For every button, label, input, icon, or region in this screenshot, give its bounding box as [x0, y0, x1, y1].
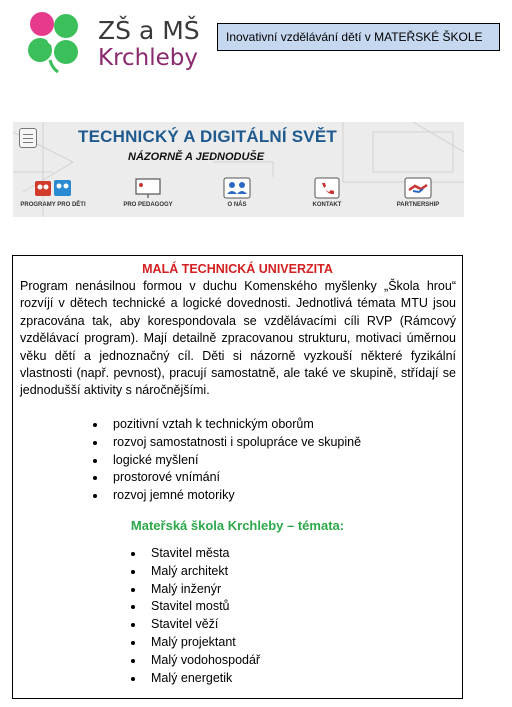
banner — [13, 122, 464, 217]
nav-label: KONTAKT — [312, 202, 342, 208]
phone-icon — [312, 177, 342, 199]
people-icon — [222, 177, 252, 199]
nav-o-nas[interactable] — [197, 177, 277, 215]
bullet-icon — [93, 423, 97, 427]
presentation-icon — [133, 177, 163, 199]
bullet-icon — [131, 641, 135, 645]
flower-logo-icon — [22, 10, 86, 74]
list-item: rozvoj samostatnosti i spolupráce ve skupině — [91, 434, 361, 452]
list-item: pozitivní vztah k technickým oborům — [91, 416, 361, 434]
bullet-icon — [93, 459, 97, 463]
header-info-box: Inovativní vzdělávání dětí v MATEŘSKÉ ŠKOLE — [217, 23, 500, 51]
list-item: Malý vodohospodář — [129, 652, 260, 670]
list-item: Malý inženýr — [129, 581, 260, 599]
list-item: prostorové vnímání — [91, 469, 361, 487]
bullet-icon — [131, 623, 135, 627]
list-item: Malý architekt — [129, 563, 260, 581]
list-item: rozvoj jemné motoriky — [91, 487, 361, 505]
nav-label: O NÁS — [227, 202, 247, 208]
robots-icon — [33, 177, 73, 199]
handshake-icon — [403, 177, 433, 199]
nav-label: PRO PEDAGOGY — [123, 202, 173, 208]
bullet-icon — [131, 677, 135, 681]
bullet-icon — [93, 476, 97, 480]
banner-title: TECHNICKÝ A DIGITÁLNÍ SVĚT — [78, 127, 337, 146]
topics-list — [129, 545, 260, 687]
bullet-icon — [93, 494, 97, 498]
list-item: Malý projektant — [129, 634, 260, 652]
content-box — [12, 255, 463, 699]
bullet-icon — [131, 605, 135, 609]
section-title: MALÁ TECHNICKÁ UNIVERZITA — [142, 262, 333, 276]
nav-programy-pro-deti[interactable] — [13, 177, 93, 215]
logo-line1: ZŠ a MŠ — [98, 16, 200, 45]
topics-heading: Mateřská škola Krchleby – témata: — [130, 518, 345, 533]
nav-label: PARTNERSHIP — [396, 202, 440, 208]
bullet-icon — [93, 441, 97, 445]
bullet-icon — [131, 570, 135, 574]
list-item: Stavitel mostů — [129, 598, 260, 616]
list-item: Malý energetik — [129, 670, 260, 688]
nav-label: PROGRAMY PRO DĚTI — [20, 202, 86, 208]
bullet-icon — [131, 552, 135, 556]
list-item: Stavitel města — [129, 545, 260, 563]
bullet-icon — [131, 659, 135, 663]
menu-icon[interactable] — [19, 128, 37, 148]
banner-subtitle: NÁZORNĚ A JEDNODUŠE — [128, 151, 265, 163]
nav-pro-pedagogy[interactable] — [108, 177, 188, 215]
list-item: logické myšlení — [91, 452, 361, 470]
list-item: Stavitel věží — [129, 616, 260, 634]
goals-list — [91, 416, 361, 505]
program-description: Program nenásilnou formou v duchu Komenského myšlenky „Škola hrou“ rozvíjí v dětech technické a logické dovednosti. Jednotlivá témata MTU jsou zpracována tak, aby korespondovala se vzdělávacími cíli RVP (Rámcový vzdělávací program). Mají detailně zpracovanou strukturu, motivaci úměrnou věku dětí a jednoznačný cíl. Děti si názorně vyzkouší některé fyzikální vlastnosti (např. pevnost), pracují samostatně, ale také ve skupině, střídají se jednodušší aktivity s náročnějšími. — [20, 279, 456, 398]
bullet-icon — [131, 588, 135, 592]
nav-partnership[interactable] — [378, 177, 458, 215]
nav-kontakt[interactable] — [287, 177, 367, 215]
logo-line2: Krchleby — [98, 45, 199, 71]
school-logo[interactable] — [22, 10, 202, 72]
